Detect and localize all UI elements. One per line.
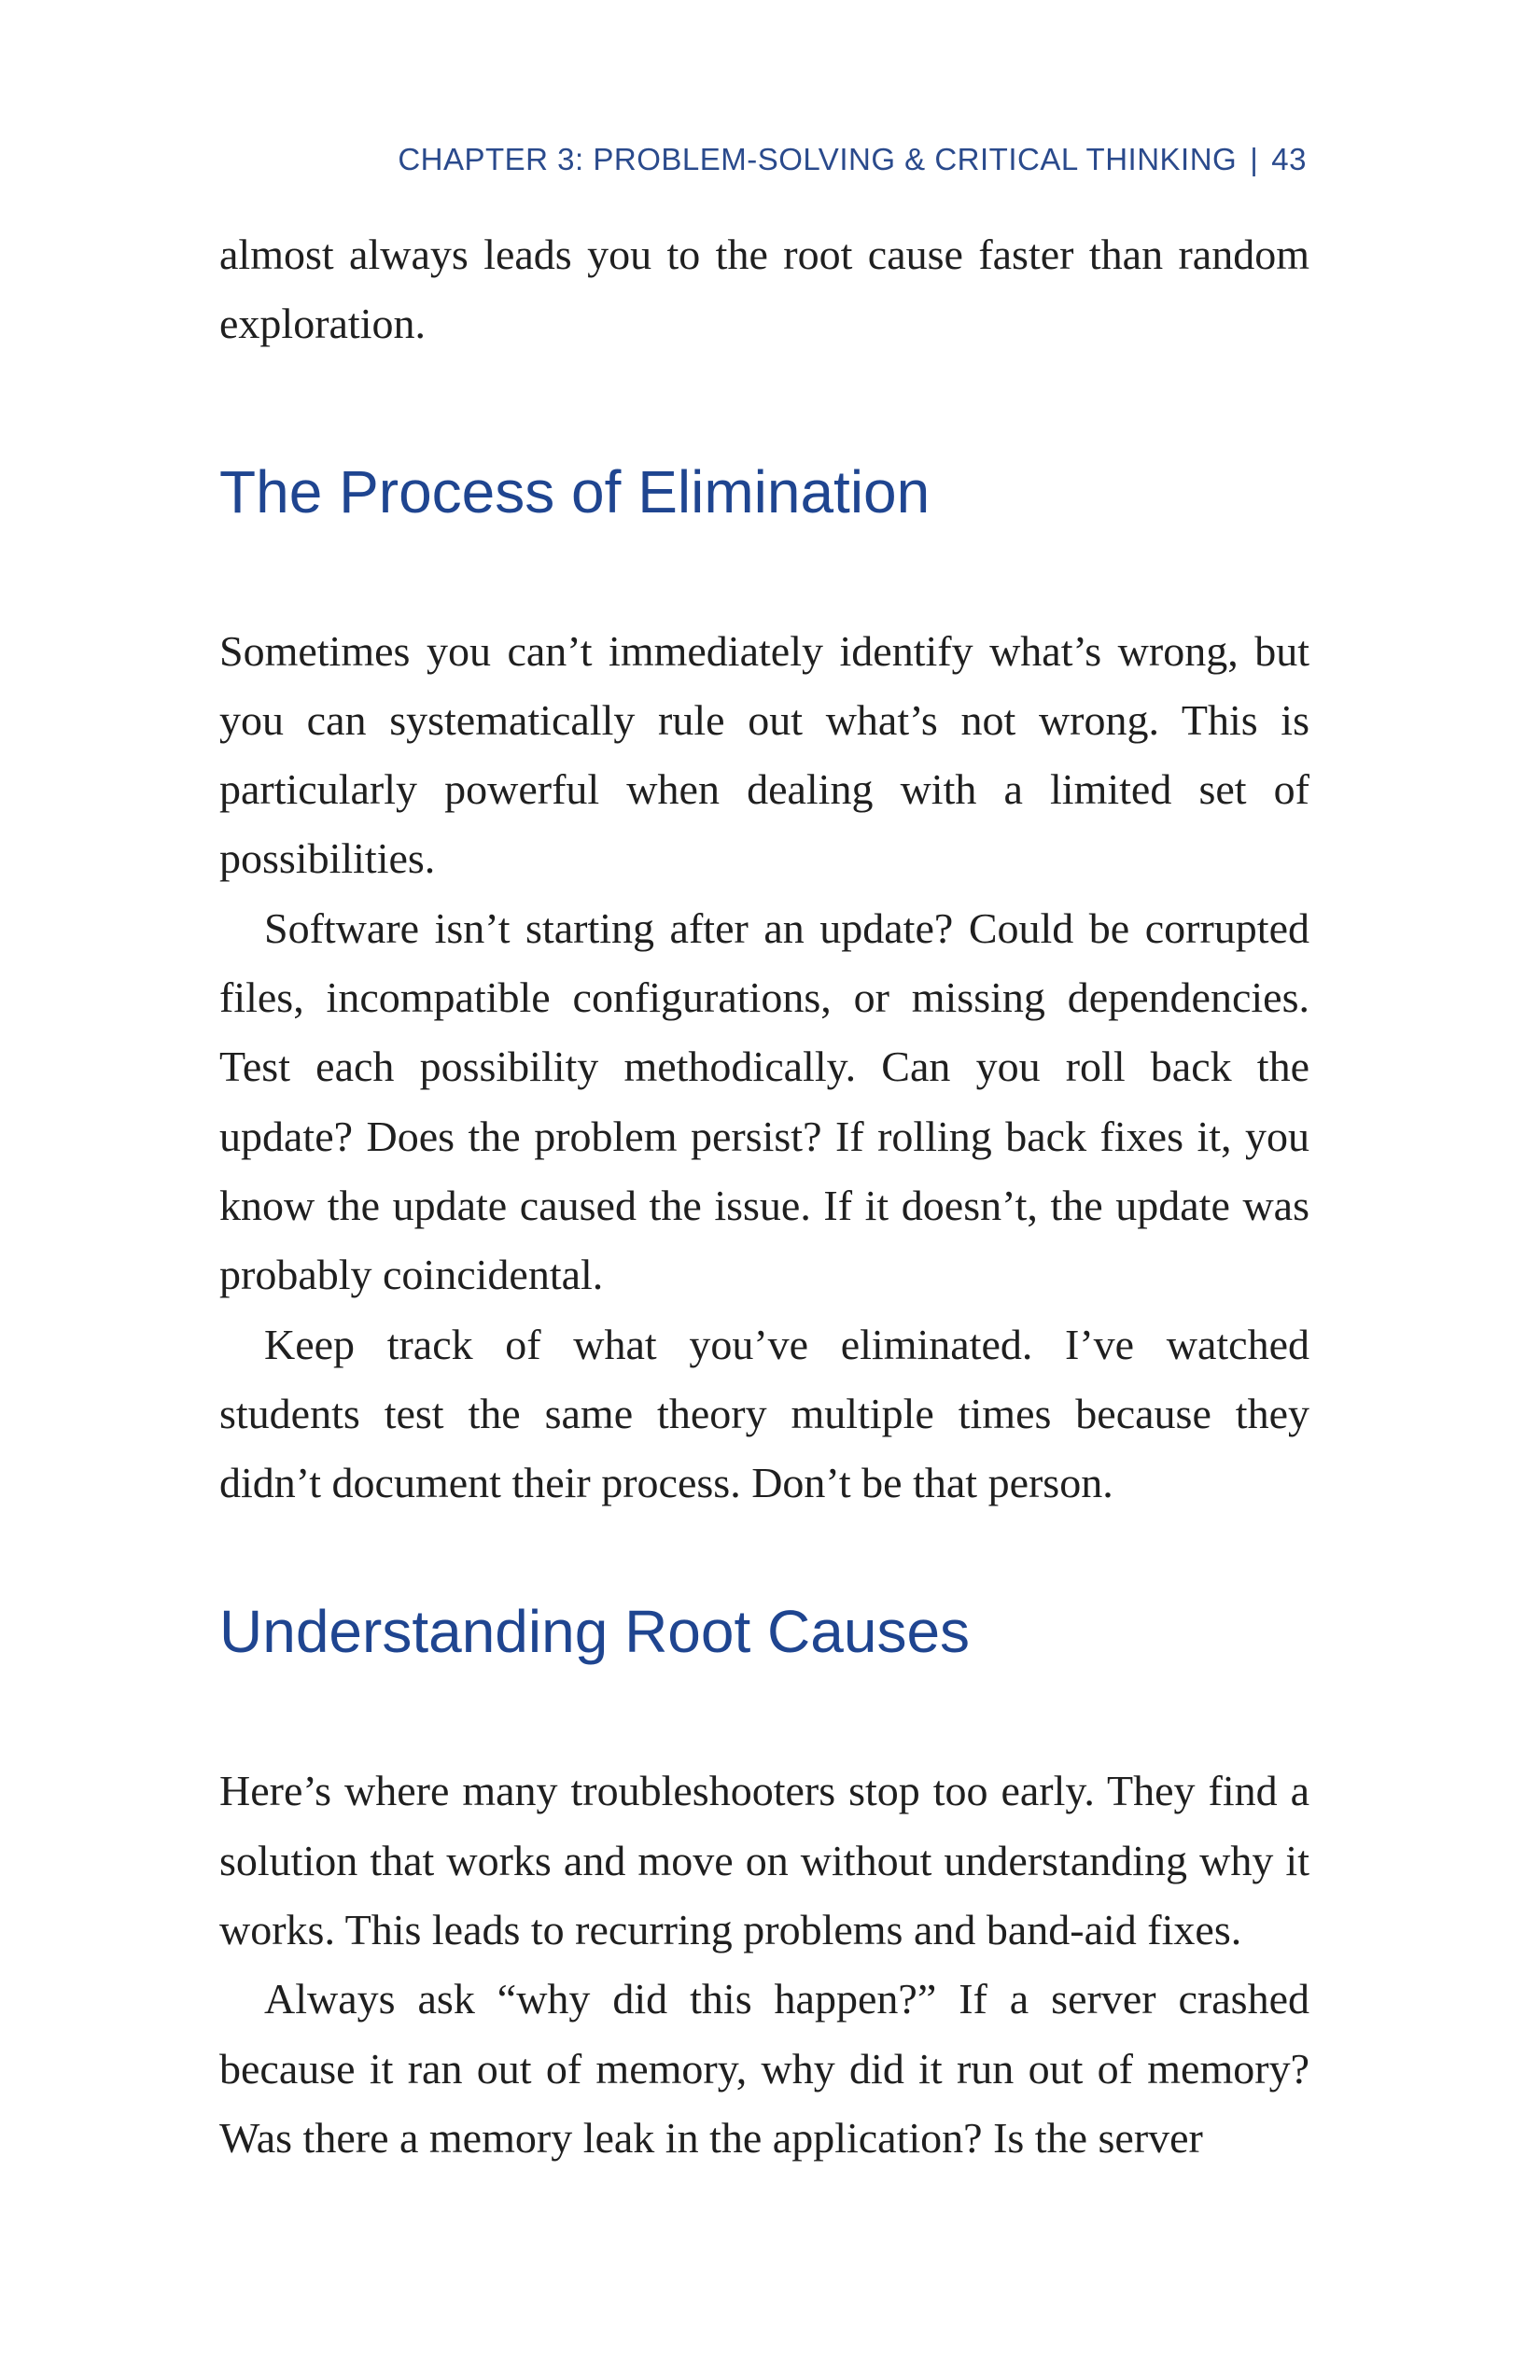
section-heading-process-of-elimination: The Process of Elimination bbox=[219, 457, 931, 525]
paragraph: Keep track of what you’ve eliminated. I’ve watched students test the same theory multiple times because they didn’t document their process. Don’t be that person. bbox=[219, 1320, 1309, 1507]
paragraph: Here’s where many troubleshooters stop too early. They find a solution that works and move on without understanding why it works. This leads to recurring problems and band-aid fixes. bbox=[219, 1767, 1309, 1954]
page-body bbox=[219, 220, 1309, 2173]
running-header bbox=[398, 142, 1307, 177]
page-number: 43 bbox=[1271, 142, 1307, 176]
continued-paragraph: almost always leads you to the root cause faster than random exploration. bbox=[219, 231, 1309, 348]
paragraph: Sometimes you can’t immediately identify what’s wrong, but you can systematically rule out what’s not wrong. This is particularly powerful when dealing with a limited set of possibilities. bbox=[219, 626, 1309, 883]
chapter-title: CHAPTER 3: PROBLEM-SOLVING & CRITICAL THINKING bbox=[398, 142, 1238, 176]
section-heading-understanding-root-causes: Understanding Root Causes bbox=[219, 1598, 971, 1666]
header-separator: | bbox=[1250, 142, 1259, 176]
paragraph: Software isn’t starting after an update? Could be corrupted files, incompatible configurations, or missing dependencies. Test each possibility methodically. Can you roll back the update? Does the problem persist? If rolling back fixes it, you know the update caused the issue. If it doesn’t, the update was probably coincidental. bbox=[219, 903, 1309, 1299]
paragraph: Always ask “why did this happen?” If a server crashed because it ran out of memory, why did it run out of memory? Was there a memory leak in the application? Is the server bbox=[219, 1975, 1309, 2162]
